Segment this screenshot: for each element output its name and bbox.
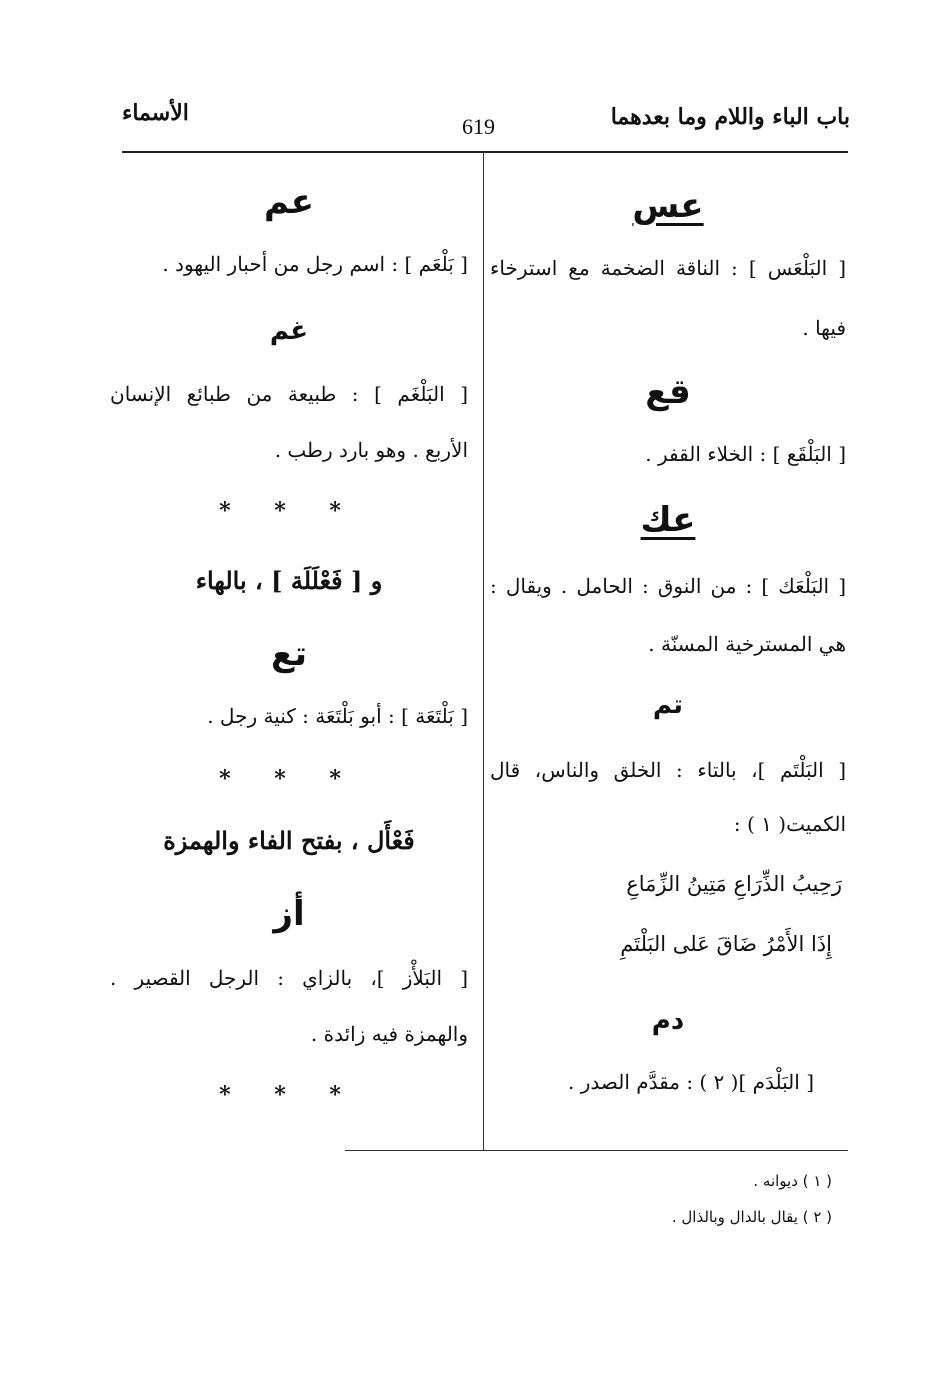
entry-text: والهمزة فيه زائدة . — [310, 1022, 468, 1046]
header-rule — [122, 151, 848, 153]
footnote: ( ١ ) ديوانه . — [753, 1172, 832, 1190]
entry-text: الأربع . وهو بارد رطب . — [274, 438, 468, 462]
section-heading: فَعْأَل ، بفتح الفاء والهمزة — [163, 826, 415, 855]
column-divider — [483, 152, 484, 1150]
verse-line: رَحِيبُ الذِّرَاعِ مَتِينُ الزِّمَاعِ — [626, 872, 842, 896]
root-heading: عم — [264, 182, 314, 222]
root-heading: أز — [273, 894, 305, 934]
section-separator: * * * — [219, 1082, 359, 1108]
entry-text: [ البَلْتَم ]، بالتاء : الخلق والناس، قال — [490, 758, 846, 782]
entry-text: هي المسترخية المسنّة . — [648, 632, 846, 656]
page-number: 619 — [462, 114, 495, 139]
root-heading: عس — [632, 186, 704, 226]
root-heading: دم — [651, 1006, 685, 1036]
section-separator: * * * — [219, 766, 359, 792]
entry-text: [ البَلأْز ]، بالزاي : الرجل القصير . — [110, 966, 468, 990]
verse-line: إِذَا الأَمْرُ ضَاقَ عَلى البَلْتَمِ — [620, 932, 832, 956]
root-heading: تع — [271, 634, 307, 674]
entry-text: [ البَلْعَك ] : من النوق : الحامل . ويقال : — [490, 574, 846, 598]
running-header-chapter: باب الباء واللام وما بعدهما — [610, 104, 850, 130]
section-heading: و [ فَعْلَلَة ] ، بالهاء — [195, 566, 383, 595]
entry-text: الكميت( ١ ) : — [733, 812, 846, 836]
entry-text: فيها . — [802, 316, 846, 340]
section-separator: * * * — [219, 498, 359, 524]
entry-text: [ البَلْقَع ] : الخلاء القفر . — [645, 442, 846, 466]
root-heading: قع — [645, 372, 691, 412]
entry-text: [ البَلْعَس ] : الناقة الضخمة مع استرخاء — [490, 256, 846, 280]
footnote: ( ٢ ) يقال بالدال وبالذال . — [671, 1208, 832, 1226]
root-heading: عك — [640, 500, 696, 540]
running-header-section: الأسماء — [122, 100, 189, 126]
entry-text: [ البَلْدَم ]( ٢ ) : مقدَّم الصدر . — [568, 1070, 814, 1094]
root-heading: تم — [652, 690, 684, 720]
entry-text: [ بَلْتَعَة ] : أبو بَلْتَعَة : كنية رجل . — [207, 704, 468, 728]
entry-text: [ البَلْغَم ] : طبيعة من طبائع الإنسان — [110, 382, 468, 406]
root-heading: غم — [269, 316, 309, 346]
footnote-rule — [345, 1150, 848, 1151]
entry-text: [ بَلْعَم ] : اسم رجل من أحبار اليهود . — [162, 252, 468, 276]
